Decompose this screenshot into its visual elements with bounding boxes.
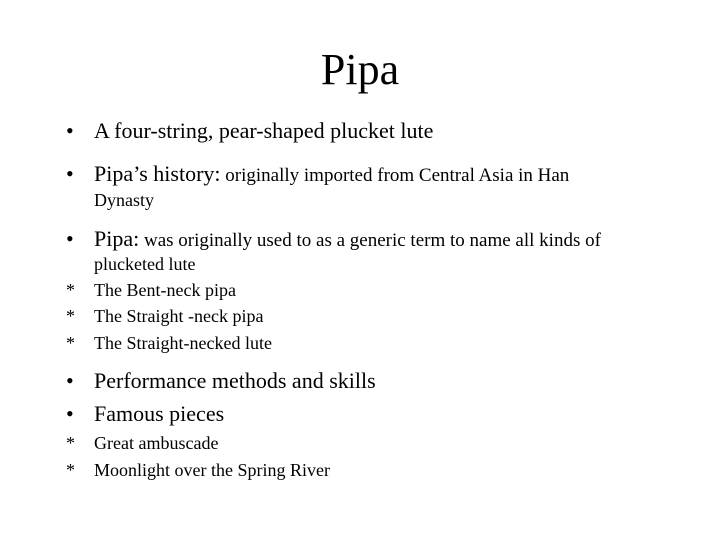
bullet-text: A four-string, pear-shaped plucket lute [94, 118, 434, 143]
bullet-marker: • [66, 226, 74, 251]
bullet-rest: was originally used to as a generic term to name all kinds of [139, 230, 601, 251]
slide-title: Pipa [320, 45, 400, 94]
bullet-lead: Pipa’s history: [94, 161, 221, 186]
sub-marker: * [66, 306, 75, 326]
bullet-line [94, 226, 601, 252]
bullet-line [94, 161, 569, 187]
bullet-continuation: Dynasty [94, 190, 154, 210]
bullet-marker: • [66, 118, 74, 143]
bullet-marker: • [66, 401, 74, 426]
sub-item: The Straight-necked lute [94, 333, 272, 353]
bullet-continuation: plucketed lute [94, 254, 196, 274]
sub-item: The Bent-neck pipa [94, 280, 236, 300]
bullet-text: Famous pieces [94, 401, 225, 426]
sub-marker: * [66, 460, 75, 480]
sub-item: Moonlight over the Spring River [94, 460, 330, 480]
bullet-text: Performance methods and skills [94, 368, 376, 393]
sub-item: Great ambuscade [94, 433, 219, 453]
bullet-rest: originally imported from Central Asia in Han [220, 165, 570, 186]
sub-marker: * [66, 333, 75, 353]
bullet-lead: Pipa: [94, 226, 140, 251]
bullet-marker: • [66, 368, 74, 393]
sub-item: The Straight -neck pipa [94, 306, 264, 326]
bullet-marker: • [66, 161, 74, 186]
sub-marker: * [66, 280, 75, 300]
sub-marker: * [66, 433, 75, 453]
